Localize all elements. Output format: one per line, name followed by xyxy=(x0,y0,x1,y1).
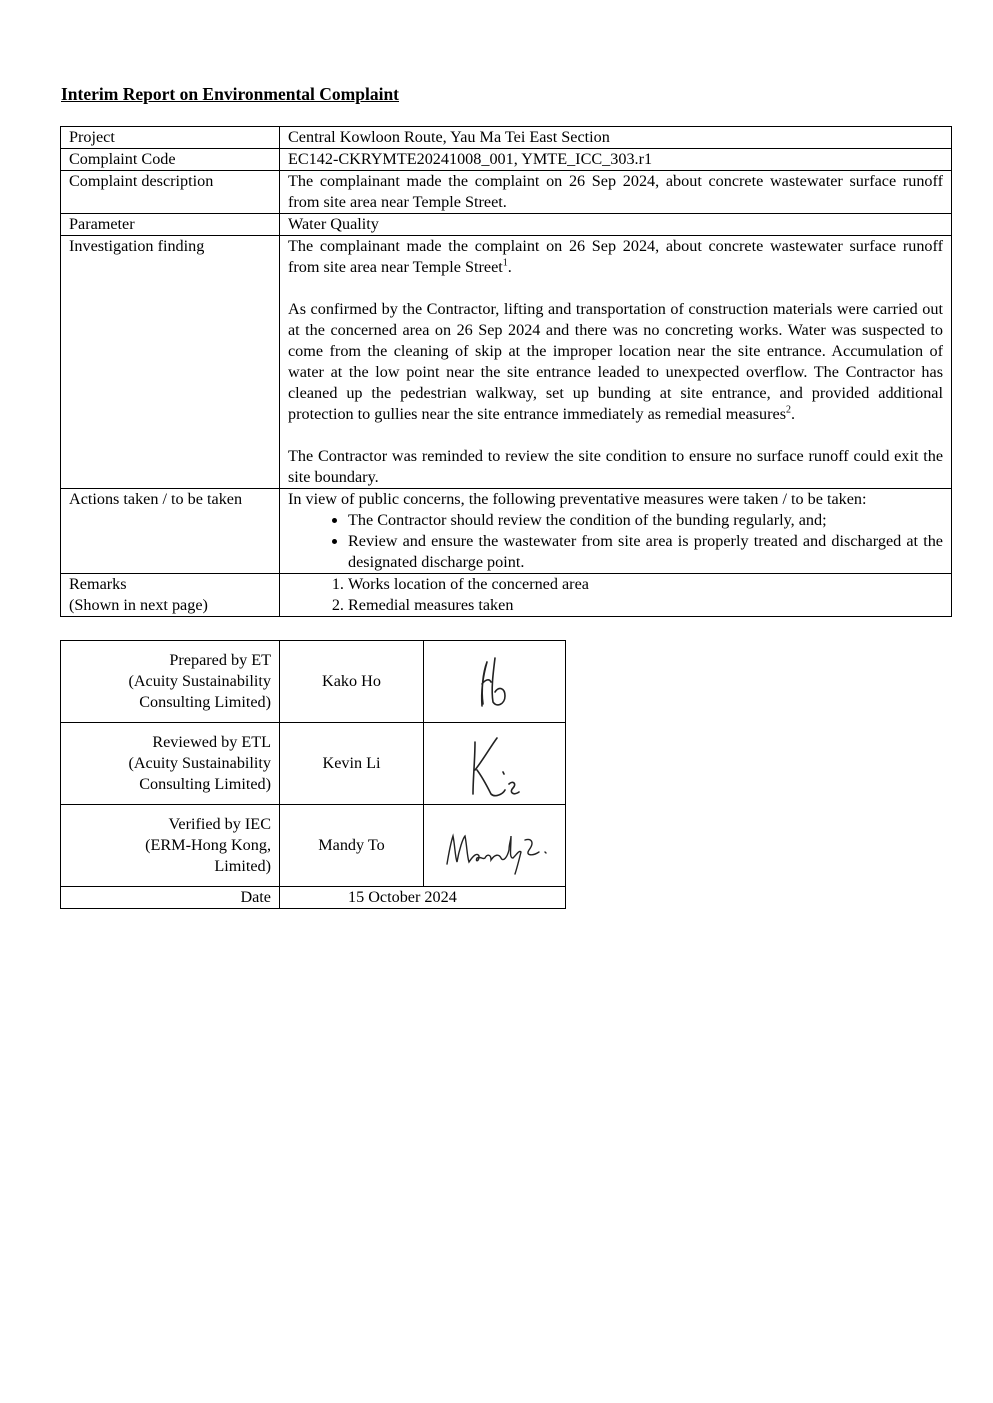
complaint-description-label: Complaint description xyxy=(61,171,280,214)
reviewed-by-name: Kevin Li xyxy=(280,723,424,805)
date-row xyxy=(61,887,566,909)
investigation-finding-label: Investigation finding xyxy=(61,236,280,489)
prepared-by-role xyxy=(61,641,280,723)
complaint-code-row xyxy=(61,149,952,171)
role-line: Reviewed by ETL xyxy=(152,733,271,751)
actions-label: Actions taken / to be taken xyxy=(61,489,280,574)
complaint-description-value: The complainant made the complaint on 26 Sep 2024, about concrete wastewater surface runoff from site area near Temple Street. xyxy=(280,171,952,214)
date-label: Date xyxy=(61,887,280,909)
role-line: (ERM-Hong Kong, xyxy=(145,836,271,854)
signoff-table xyxy=(60,640,566,909)
reviewed-by-signature xyxy=(424,723,566,805)
parameter-value: Water Quality xyxy=(280,214,952,236)
prepared-by-signature xyxy=(424,641,566,723)
action-item: • The Contractor should review the condition of the bunding regularly, and; xyxy=(348,510,943,531)
remark-item: 1. Works location of the concerned area xyxy=(348,574,943,595)
date-value: 15 October 2024 xyxy=(280,887,566,909)
parameter-label: Parameter xyxy=(61,214,280,236)
actions-list xyxy=(288,510,943,573)
role-line: Prepared by ET xyxy=(169,651,271,669)
project-value: Central Kowloon Route, Yau Ma Tei East Section xyxy=(280,127,952,149)
role-line: (Acuity Sustainability xyxy=(128,672,271,690)
verified-by-signature xyxy=(424,805,566,887)
remark-item: 2. Remedial measures taken xyxy=(348,595,943,616)
role-line: Verified by IEC xyxy=(168,815,271,833)
role-line: Consulting Limited) xyxy=(139,775,271,793)
remarks-list xyxy=(288,574,943,616)
remarks-label-line-2: (Shown in next page) xyxy=(69,596,208,614)
investigation-finding-value xyxy=(280,236,952,489)
signoff-row-prepared xyxy=(61,641,566,723)
actions-intro: In view of public concerns, the following preventative measures were taken / to be taken: xyxy=(288,490,867,508)
role-line: (Acuity Sustainability xyxy=(128,754,271,772)
finding-paragraph-2: As confirmed by the Contractor, lifting and transportation of construction materials were carried out at the concerned area on 26 Sep 2024 and there was no concreting works. Water was suspected to come from the cleaning of skip at the improper location near the site entrance. Accumulation of water at the low point near the site entrance leaded to unexpected overflow. The Contractor has cleaned up the pedestrian walkway, set up bunding at site entrance, and provided additional protection to gullies near the site entrance immediately as remedial measures$^2$. xyxy=(288,300,943,423)
footnote-2-marker: 2 xyxy=(786,404,792,416)
role-line: Consulting Limited) xyxy=(139,693,271,711)
actions-row xyxy=(61,489,952,574)
finding-paragraph-2-text: As confirmed by the Contractor, lifting and transportation of construction materials were carried out at the concerned area on 26 Sep 2024 and there was no concreting works. Water was suspected to come from the cleaning of skip at the improper location near the site entrance. Accumulation of water at the low point near the site entrance leaded to unexpected overflow. The Contractor has cleaned up the pedestrian walkway, set up bunding at site entrance, and provided additional protection to gullies near the site entrance immediately as remedial measures xyxy=(288,300,943,423)
signature-mandy-to xyxy=(425,806,565,886)
complaint-details-table xyxy=(60,126,952,617)
reviewed-by-role xyxy=(61,723,280,805)
actions-value xyxy=(280,489,952,574)
action-item: • Review and ensure the wastewater from site area is properly treated and discharged at the designated discharge point. xyxy=(348,531,943,573)
finding-paragraph-1: The complainant made the complaint on 26 Sep 2024, about concrete wastewater surface runoff from site area near Temple Street$^1$. xyxy=(288,237,943,276)
prepared-by-name: Kako Ho xyxy=(280,641,424,723)
signature-kevin-li xyxy=(425,724,565,804)
finding-paragraph-1-text: The complainant made the complaint on 26 Sep 2024, about concrete wastewater surface runoff from site area near Temple Street xyxy=(288,237,943,276)
signature-kako-ho xyxy=(425,642,565,722)
complaint-description-row xyxy=(61,171,952,214)
signoff-row-reviewed xyxy=(61,723,566,805)
parameter-row xyxy=(61,214,952,236)
complaint-code-label: Complaint Code xyxy=(61,149,280,171)
signoff-row-verified xyxy=(61,805,566,887)
complaint-code-value: EC142-CKRYMTE20241008_001, YMTE_ICC_303.r1 xyxy=(280,149,952,171)
footnote-1-marker: 1 xyxy=(502,257,508,269)
remarks-row xyxy=(61,574,952,617)
remarks-label-line-1: Remarks xyxy=(69,575,127,593)
remarks-value xyxy=(280,574,952,617)
remarks-label xyxy=(61,574,280,617)
project-row xyxy=(61,127,952,149)
finding-paragraph-3: The Contractor was reminded to review the site condition to ensure no surface runoff could exit the site boundary. xyxy=(288,447,943,486)
verified-by-name: Mandy To xyxy=(280,805,424,887)
report-title: Interim Report on Environmental Complaint xyxy=(61,84,400,104)
verified-by-role xyxy=(61,805,280,887)
investigation-finding-row xyxy=(61,236,952,489)
project-label: Project xyxy=(61,127,280,149)
role-line: Limited) xyxy=(214,857,271,875)
